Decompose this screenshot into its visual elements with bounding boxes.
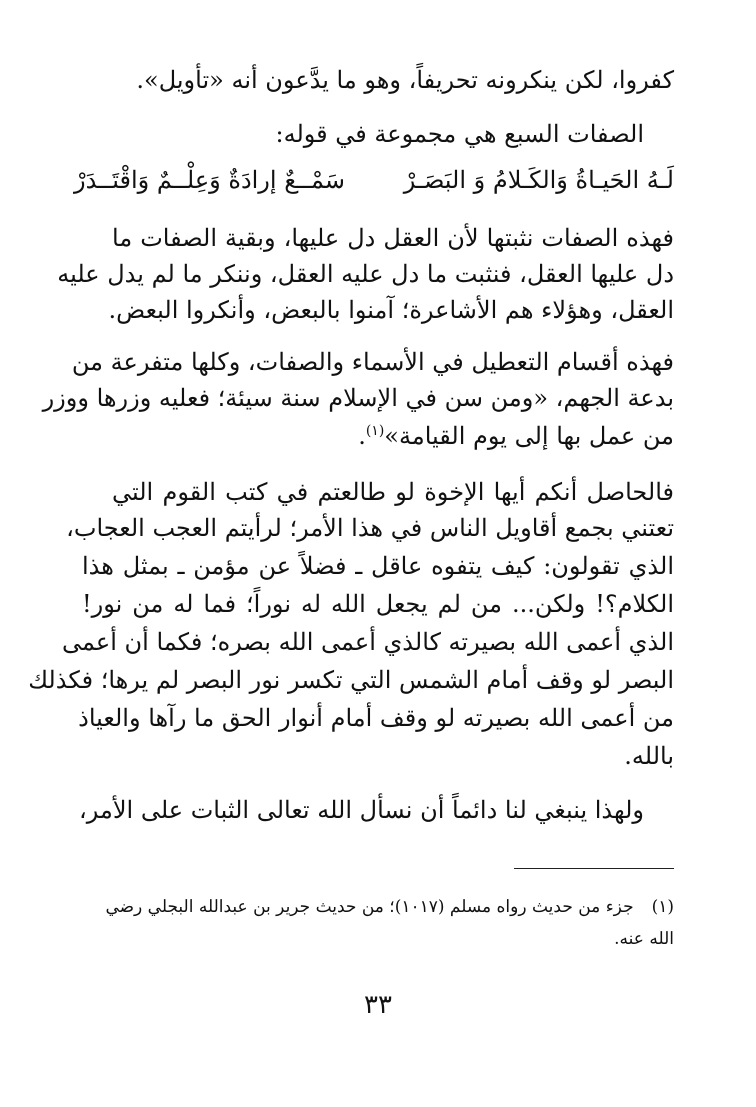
footnote-number: (١)	[651, 897, 674, 917]
footnote	[74, 892, 674, 922]
text-line: البصر لو وقف أمام الشمس التي تكسر نور البصر لم يرها؛ فكذلك	[28, 666, 674, 694]
text-line: ولهذا ينبغي لنا دائماً أن نسأل الله تعالى الثبات على الأمر،	[78, 796, 644, 824]
text-line: بدعة الجهم، «ومن سن في الإسلام سنة سيئة؛ فعليه وزرها ووزر	[42, 384, 674, 412]
footnote-continuation: الله عنه.	[614, 929, 674, 949]
footnote-text: جزء من حديث رواه مسلم (١٠١٧)؛ من حديث جرير بن عبدالله البجلي رضي	[105, 897, 634, 917]
text-line: الذي أعمى الله بصيرته كالذي أعمى الله بصره؛ فكما أن أعمى	[62, 628, 674, 656]
text-line: بالله.	[624, 742, 674, 770]
text-line: الصفات السبع هي مجموعة في قوله:	[275, 120, 644, 148]
text-line: تعتني بجمع أقاويل الناس في هذا الأمر؛ لرأيتم العجب العجاب،	[66, 514, 674, 542]
sentence-end: .	[358, 422, 366, 450]
poem-verse	[74, 160, 674, 200]
text-line: الذي تقولون: كيف يتفوه عاقل ـ فضلاً عن مؤمن ـ بمثل هذا	[82, 552, 674, 580]
text-line: من أعمى الله بصيرته لو وقف أمام أنوار الحق ما رآها والعياذ	[78, 704, 674, 732]
text-line: كفروا، لكن ينكرونه تحريفاً، وهو ما يدَّعون أنه «تأويل».	[136, 66, 674, 94]
text-line: فهذه أقسام التعطيل في الأسماء والصفات، وكلها متفرعة من	[71, 348, 674, 376]
footnote-separator	[514, 868, 674, 869]
text-line: فهذه الصفات نثبتها لأن العقل دل عليها، وبقية الصفات ما	[112, 224, 674, 252]
text-line: الكلام؟! ولكن... من لم يجعل الله له نوراً؛ فما له من نور!	[82, 590, 674, 618]
text-line: من عمل بها إلى يوم القيامة»	[384, 422, 674, 450]
text-line: فالحاصل أنكم أيها الإخوة لو طالعتم في كتب القوم التي	[112, 478, 674, 506]
text-line-with-reference	[82, 418, 674, 454]
text-line: العقل، وهؤلاء هم الأشاعرة؛ آمنوا بالبعض، وأنكروا البعض.	[108, 296, 674, 324]
poem-hemistich-first: لَـهُ الحَيـاةُ وَالكَـلامُ وَ البَصَـرْ	[403, 166, 674, 194]
poem-hemistich-second: سَمْــعٌ إرادَةٌ وَعِلْــمٌ وَاقْتَــدَرْ	[74, 166, 346, 194]
footnote-reference: (١)	[365, 423, 385, 439]
page-number: ٣٣	[364, 990, 392, 1020]
text-line: دل عليها العقل، فنثبت ما دل عليه العقل، وننكر ما لم يدل عليه	[57, 260, 674, 288]
